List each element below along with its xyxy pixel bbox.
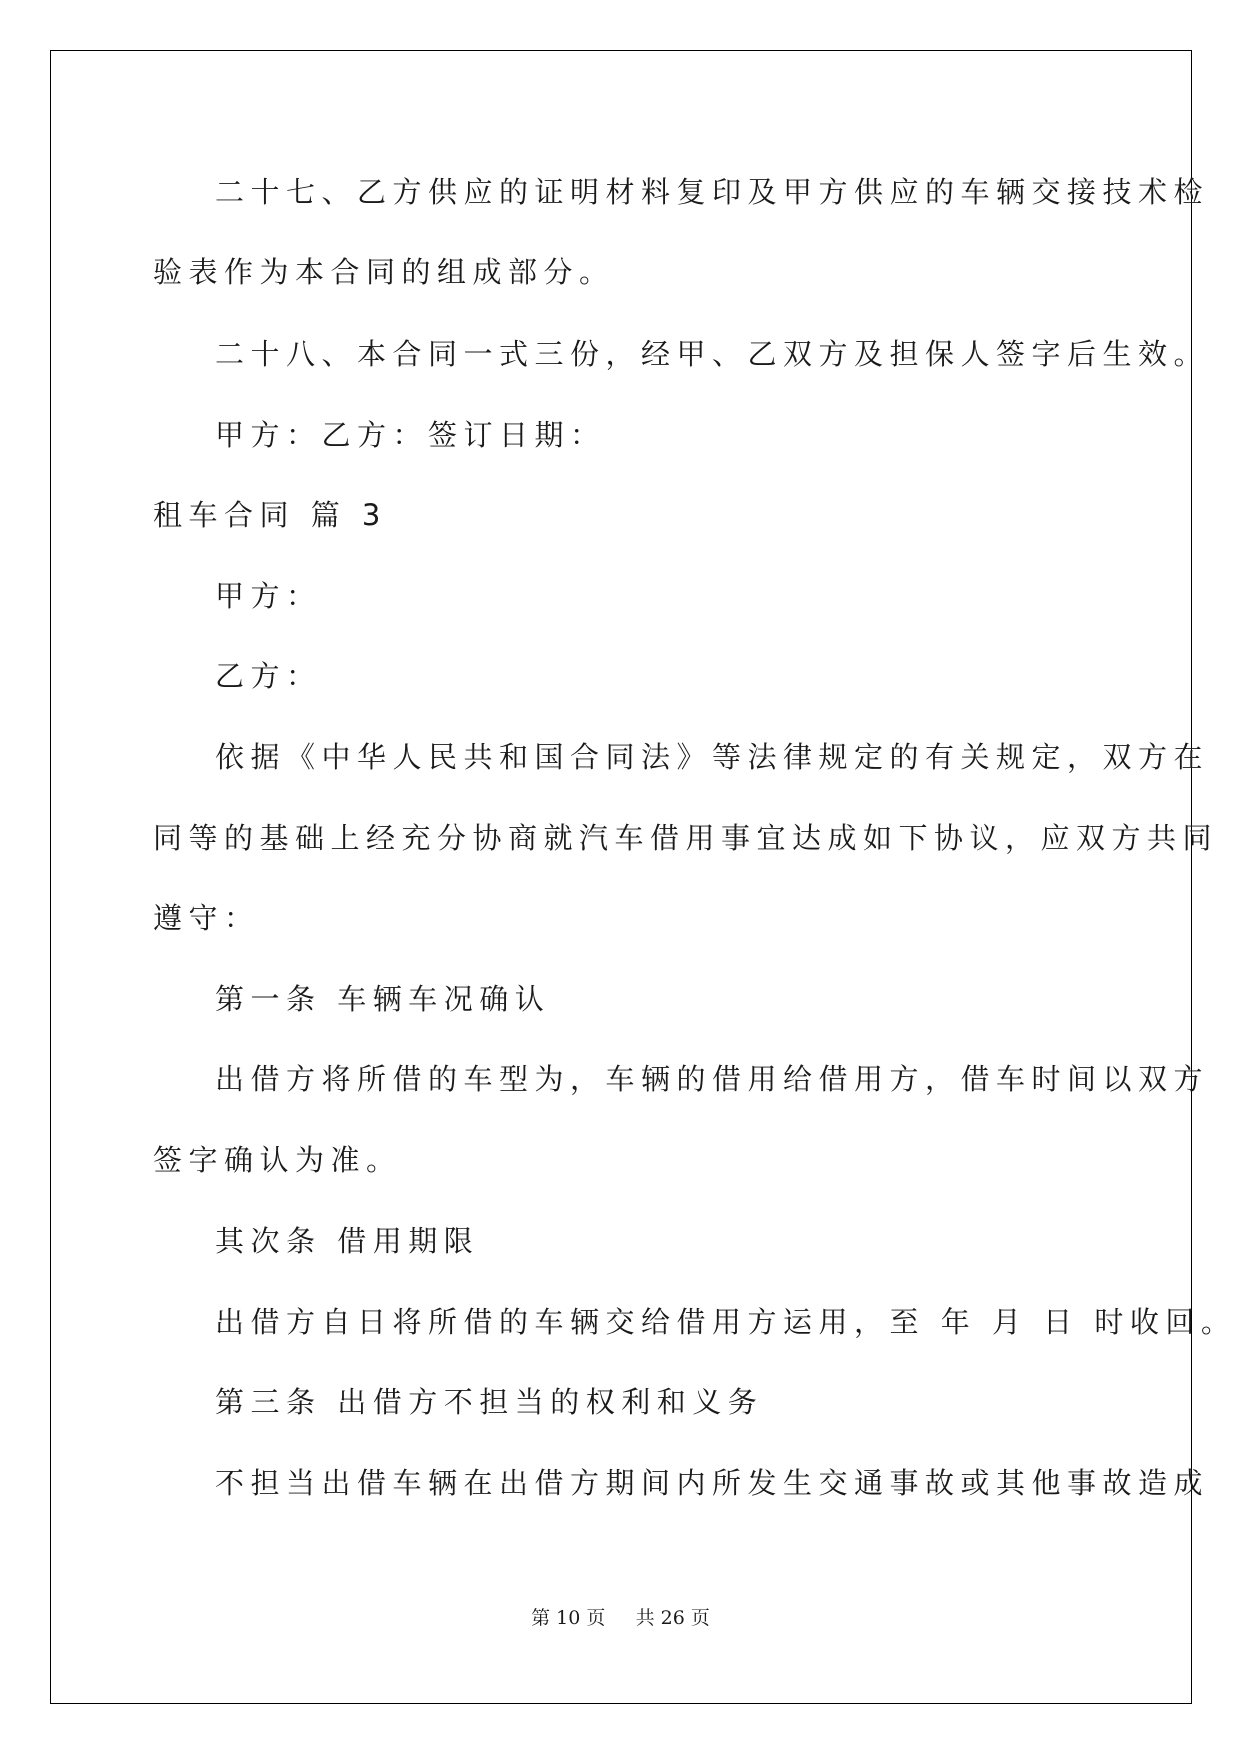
paragraph-line: 签字确认为准。 xyxy=(153,1143,402,1177)
page-number: 第 10 页 xyxy=(531,1607,606,1629)
page-border xyxy=(50,50,1192,1704)
article-heading: 其次条 借用期限 xyxy=(215,1224,480,1258)
paragraph-line: 同等的基础上经充分协商就汽车借用事宜达成如下协议，应双方共同 xyxy=(153,821,1219,855)
paragraph-line: 出借方自日将所借的车辆交给借用方运用，至 年 月 日 时收回。 xyxy=(215,1305,1237,1339)
article-heading: 第一条 车辆车况确认 xyxy=(215,982,551,1016)
section-heading: 租车合同 篇 3 xyxy=(153,498,387,532)
paragraph-line: 遵守： xyxy=(153,901,260,935)
page-footer xyxy=(0,1606,1241,1630)
article-heading: 第三条 出借方不担当的权利和义务 xyxy=(215,1385,764,1419)
paragraph-line: 出借方将所借的车型为，车辆的借用给借用方，借车时间以双方 xyxy=(215,1062,1210,1096)
party-b-label: 乙方： xyxy=(215,659,322,693)
paragraph-line: 验表作为本合同的组成部分。 xyxy=(153,255,615,289)
paragraph-line: 二十七、乙方供应的证明材料复印及甲方供应的车辆交接技术检 xyxy=(215,175,1210,209)
paragraph-line: 不担当出借车辆在出借方期间内所发生交通事故或其他事故造成 xyxy=(215,1466,1210,1500)
paragraph-line: 依据《中华人民共和国合同法》等法律规定的有关规定，双方在 xyxy=(215,740,1210,774)
page-total: 共 26 页 xyxy=(635,1607,710,1629)
paragraph-line: 甲方：乙方：签订日期： xyxy=(215,418,606,452)
party-a-label: 甲方： xyxy=(215,579,322,613)
paragraph-line: 二十八、本合同一式三份，经甲、乙双方及担保人签字后生效。 xyxy=(215,337,1210,371)
